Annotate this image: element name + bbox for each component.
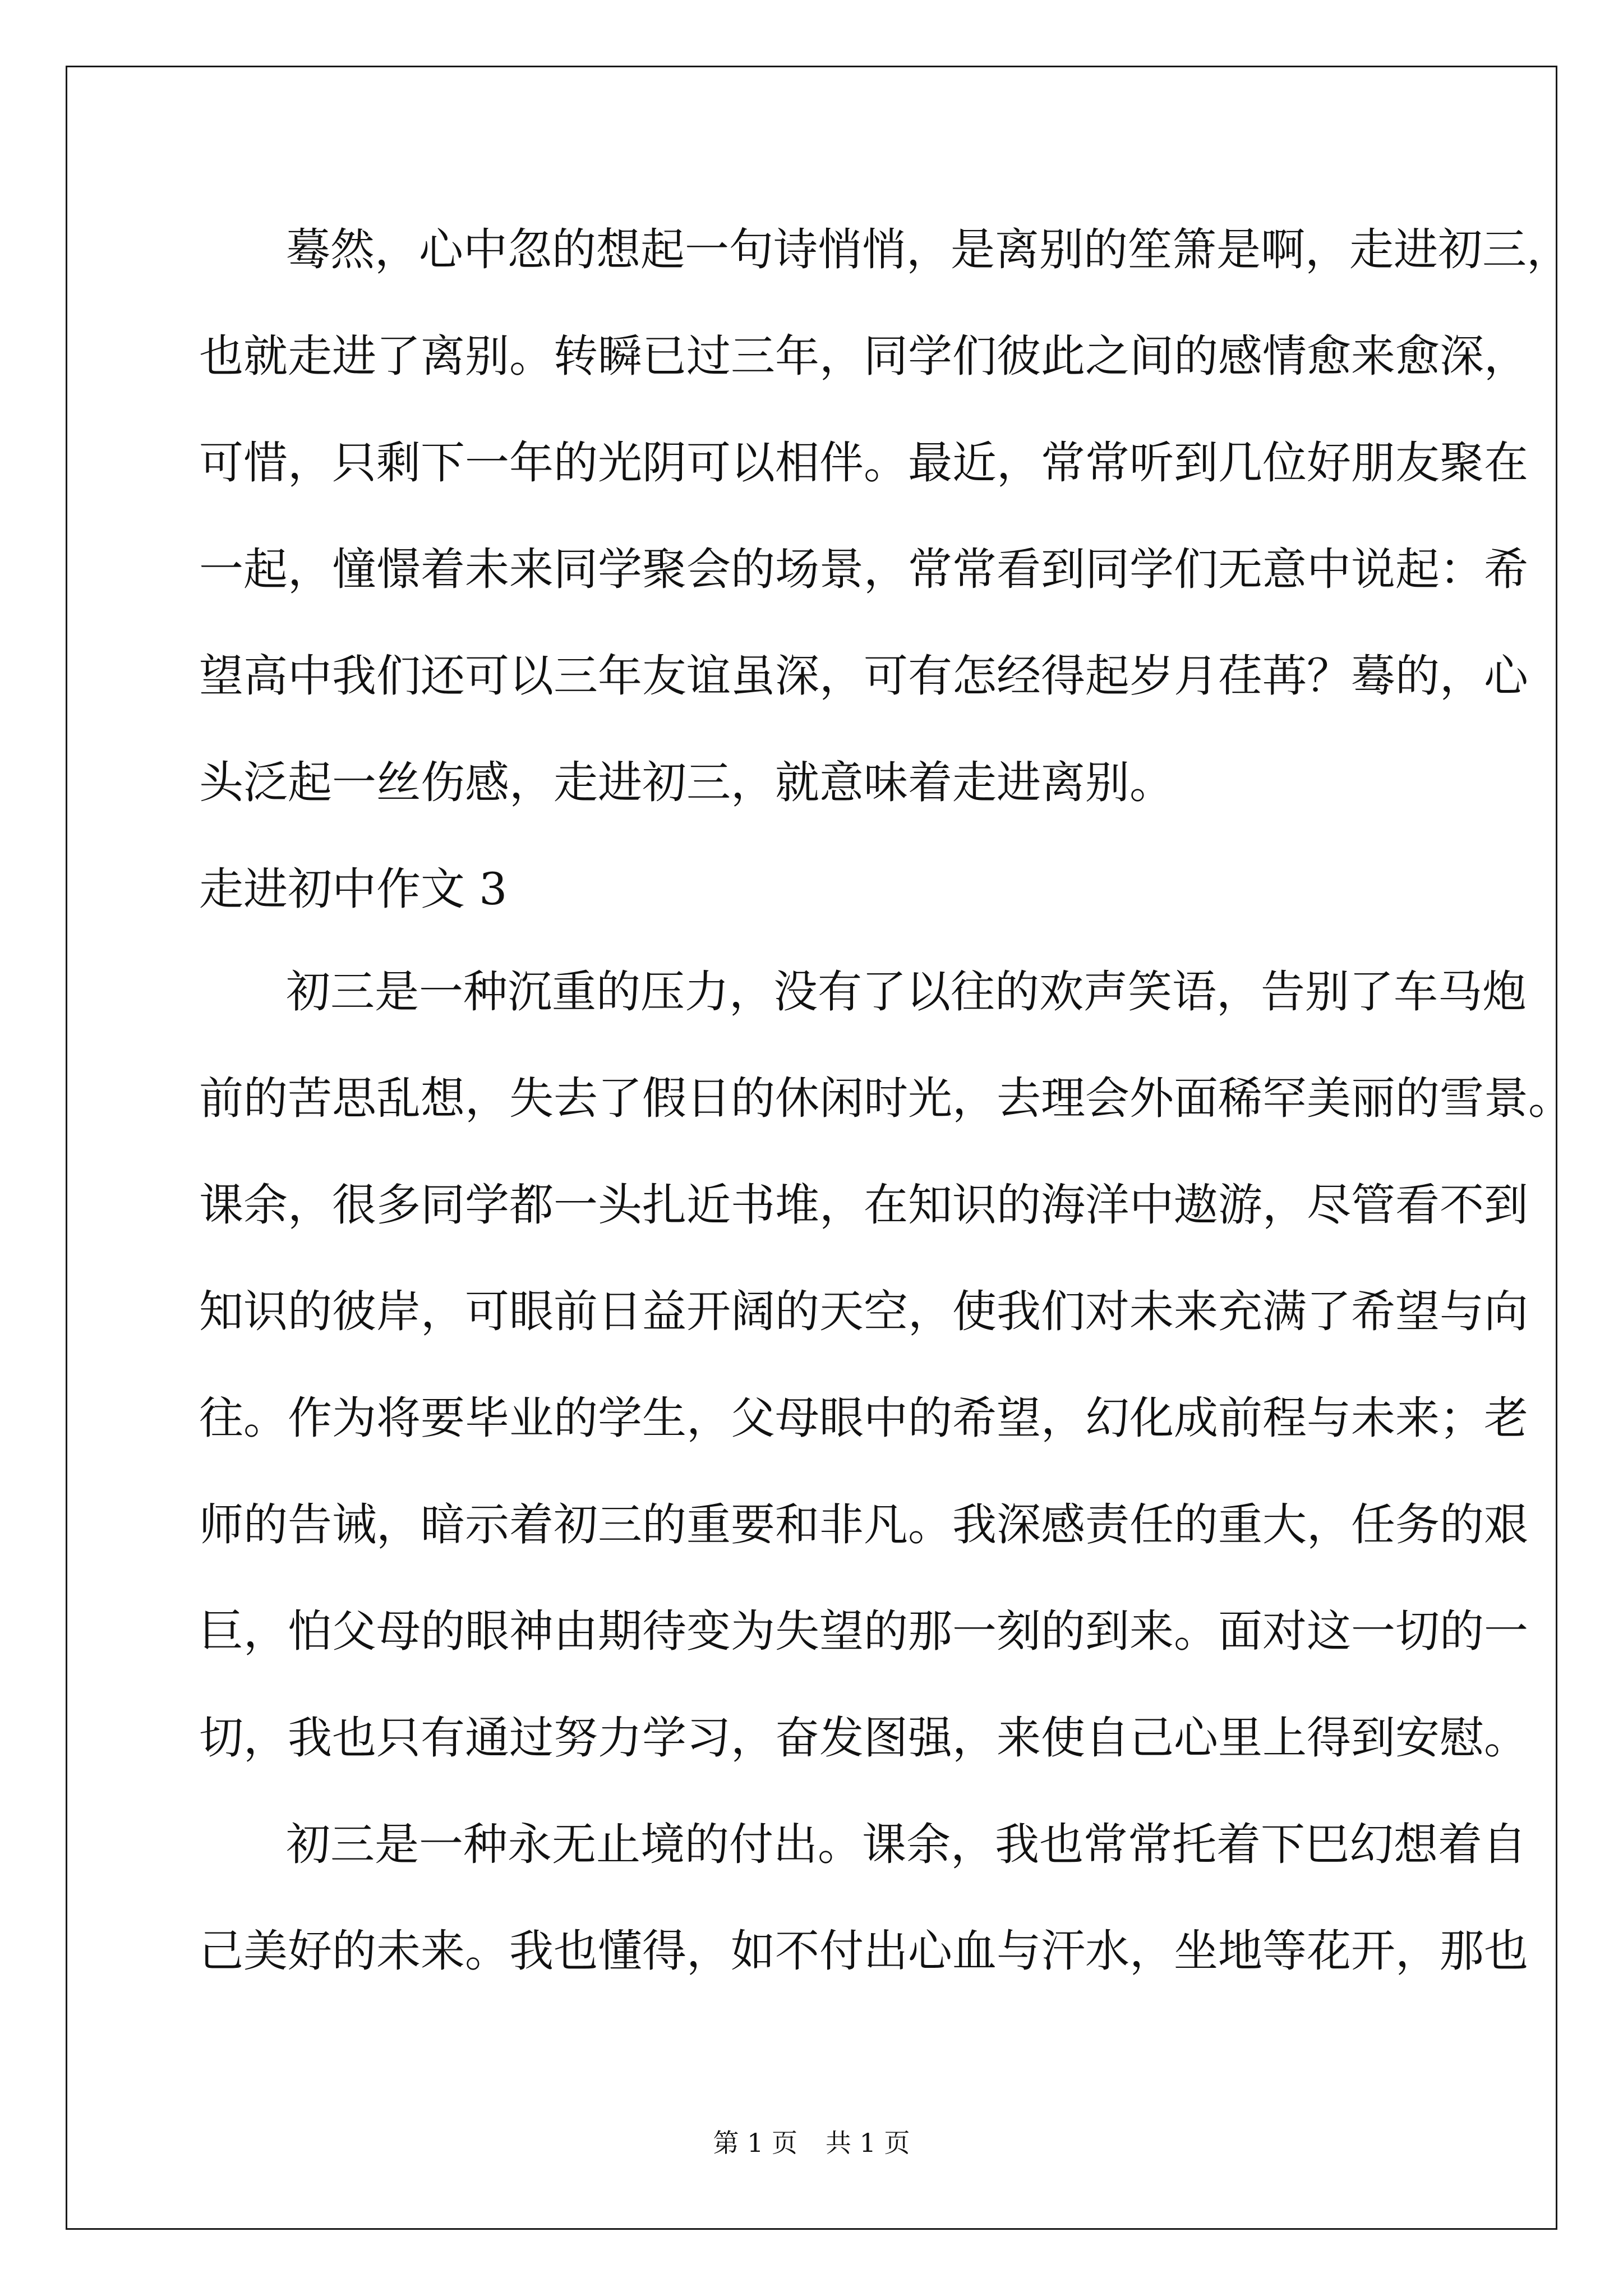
- paragraph-line: 蓦然，心中忽的想起一句诗悄悄，是离别的笙箫是啊，走进初三，: [286, 224, 1571, 275]
- paragraph-line: 可惜，只剩下一年的光阴可以相伴。最近，常常听到几位好朋友聚在: [199, 437, 1528, 489]
- paragraph-line: 知识的彼岸，可眼前日益开阔的天空，使我们对未来充满了希望与向: [199, 1286, 1528, 1337]
- paragraph-line: 课余，很多同学都一头扎近书堆，在知识的海洋中遨游，尽管看不到: [199, 1179, 1528, 1231]
- document-body: [199, 219, 1573, 2027]
- paragraph-line: 初三是一种永无止境的付出。课余，我也常常托着下巴幻想着自: [286, 1819, 1527, 1870]
- paragraph-line: 一起，憧憬着未来同学聚会的场景，常常看到同学们无意中说起：希: [199, 544, 1528, 595]
- page-footer: [0, 2126, 1623, 2160]
- page-number-current: 第 1 页: [713, 2128, 797, 2158]
- paragraph-line: 前的苦思乱想，失去了假日的休闲时光，去理会外面稀罕美丽的雪景。: [199, 1073, 1573, 1124]
- paragraph-line: 头泛起一丝伤感，走进初三，就意味着走进离别。: [199, 757, 1174, 808]
- page-number-total: 共 1 页: [826, 2128, 910, 2158]
- paragraph-line: 望高中我们还可以三年友谊虽深，可有怎经得起岁月荏苒？蓦的，心: [199, 650, 1528, 702]
- paragraph-line: 巨，怕父母的眼神由期待变为失望的那一刻的到来。面对这一切的一: [199, 1605, 1528, 1657]
- paragraph-line: 也就走进了离别。转瞬已过三年，同学们彼此之间的感情愈来愈深，: [199, 330, 1528, 382]
- paragraph-line: 师的告诫，暗示着初三的重要和非凡。我深感责任的重大，任务的艰: [199, 1499, 1528, 1550]
- paragraph-line: 往。作为将要毕业的学生，父母眼中的希望，幻化成前程与未来；老: [199, 1392, 1528, 1444]
- paragraph-line: 切，我也只有通过努力学习，奋发图强，来使自己心里上得到安慰。: [199, 1712, 1528, 1764]
- section-heading: 走进初中作文 3: [199, 863, 508, 915]
- paragraph-line: 初三是一种沉重的压力，没有了以往的欢声笑语，告别了车马炮: [286, 966, 1527, 1018]
- paragraph-line: 己美好的未来。我也懂得，如不付出心血与汗水，坐地等花开，那也: [199, 1925, 1528, 1977]
